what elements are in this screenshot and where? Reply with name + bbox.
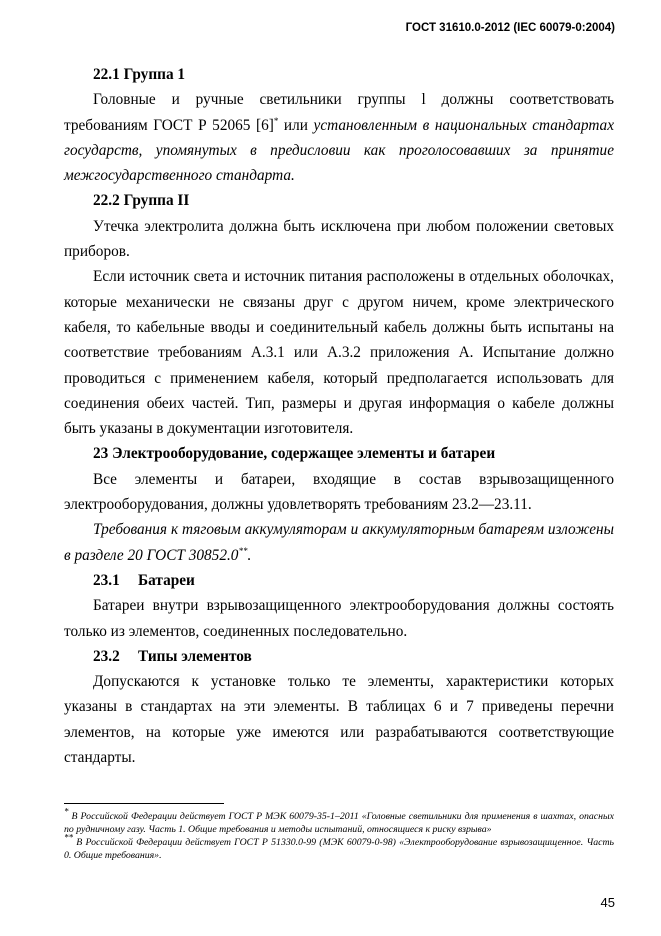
footnotes (64, 803, 614, 862)
section-23-2-paragraph: Допускаются к установке только те элементы, характеристики которых указаны в стандартах на эти элементы. В таблицах 6 и 7 приведены перечни элементов, на которые уже имеются или разрабатываются соответствующие стандарты. (64, 673, 614, 767)
page-number: 45 (600, 895, 615, 910)
section-22-2-heading: 22.2 Группа II (93, 192, 190, 210)
section-23-heading: 23 Электрооборудование, содержащее элементы и батареи (93, 445, 496, 463)
footnote-ref-2[interactable]: ** (238, 545, 248, 556)
section-22-2-paragraph-1: Утечка электролита должна быть исключена при любом положении световых приборов. (64, 217, 614, 261)
section-23-2-heading: 23.2 Типы элементов (93, 647, 252, 665)
section-23-1-heading: 23.1 Батареи (93, 571, 195, 589)
section-23-paragraph-2: Требования к тяговым аккумуляторам и аккумуляторным батареям изложены в разделе 20 ГОСТ 30852.0**. (64, 521, 614, 564)
section-23-1-paragraph: Батареи внутри взрывозащищенного электрооборудования должны состоять только из элементов, соединенных последовательно. (64, 597, 614, 640)
footnote-2: ** В Российской Федерации действует ГОСТ Р 51330.0-99 (МЭК 60079-0-98) «Электрооборудование взрывозащищенное. Часть 0. Общие требования». (64, 832, 614, 861)
footnote-ref-1[interactable]: * (273, 115, 279, 126)
document-header: ГОСТ 31610.0-2012 (IEC 60079-0:2004) (405, 22, 615, 34)
section-23-paragraph-1: Все элементы и батареи, входящие в состав взрывозащищенного электрооборудования, должны удовлетворять требованиям 23.2—23.11. (64, 470, 614, 514)
page-body (64, 62, 614, 770)
section-22-2-paragraph-2: Если источник света и источник питания расположены в отдельных оболочках, которые механически не связаны друг с другом ничем, кроме электрического кабеля, то кабельные вводы и соединительный кабель должны быть испытаны на соответствие требованиям А.3.1 или А.3.2 приложения А. Испытание должно проводиться с применением кабеля, который предполагается использовать для соединения обеих частей. Тип, размеры и другая информация о кабеле должны быть указаны в документации изготовителя. (64, 268, 614, 438)
footnote-1: * В Российской Федерации действует ГОСТ Р МЭК 60079-35-1–2011 «Головные светильники для применения в шахтах, опасных по рудничному газу. Часть 1. Общие требования и методы испытаний, относящиеся к риску взрыва» (64, 806, 614, 835)
footnote-divider (64, 803, 224, 804)
section-22-1-heading: 22.1 Группа 1 (93, 66, 186, 83)
section-22-1-paragraph: Головные и ручные светильники группы l должны соответствовать требованиям ГОСТ Р 52065 [6]* или установленным в национальных стандартах государств, упомянутых в предисловии как проголосовавших за принятие межгосударственного стандарта. (64, 91, 614, 185)
